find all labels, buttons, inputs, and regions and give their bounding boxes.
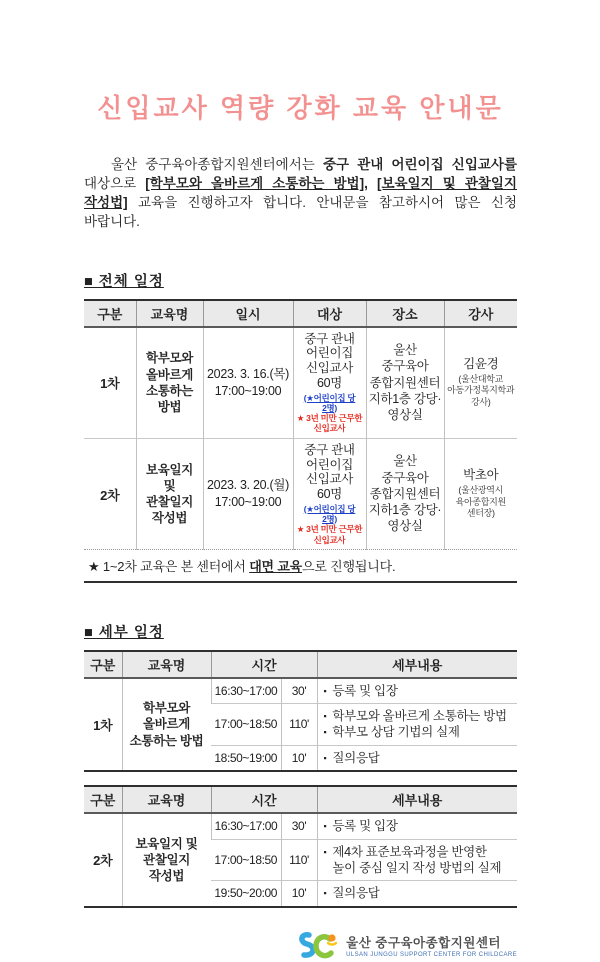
col-header-course: 교육명 [136,300,203,327]
time-range: 17:00~18:50 [211,704,281,746]
item-text: 등록 및 입장 [332,683,398,698]
item-text: 학부모 상담 기법의 실제 [332,725,460,740]
logo-dot [329,934,336,941]
time-range: 19:50~20:00 [211,881,281,907]
col-header-place: 장소 [366,300,444,327]
list-item [324,885,512,901]
intro-comma: , [364,176,377,192]
lecturer-affiliation: (울산광역시 육아종합지원 센터장) [455,484,506,519]
table-row-session1 [84,327,517,439]
detail-content [317,813,517,839]
table-header-row [84,786,517,813]
time-range: 16:30~17:00 [211,813,281,839]
course-datetime [203,327,293,439]
bullet-icon: ▪ [323,685,327,696]
course-date: 2023. 3. 16.(목) [207,366,289,381]
col-header-time: 시간 [211,786,317,813]
intro-paragraph [84,155,517,232]
item-text: 질의응답 [332,886,380,901]
intro-text: 대상으로 [84,176,146,192]
footer-org-korean: 울산 중구육아종합지원센터 [346,936,501,951]
intro-course1: [학부모와 올바르게 소통하는 방법] [145,176,365,192]
section-heading-detail: ■ 세부 일정 [84,624,164,641]
overall-schedule-table [84,299,517,583]
item-text: 학부모와 올바르게 소통하는 방법 [332,709,507,724]
detail-content [317,678,517,704]
item-text: 질의응답 [332,750,380,765]
course-time: 17:00~19:00 [214,383,282,398]
bullet-icon: ▪ [323,821,327,832]
col-header-gubun: 구분 [84,651,122,678]
detail-schedule-table-1 [84,650,517,773]
logo-c-shape [316,936,331,955]
course-datetime [203,438,293,549]
col-header-lecturer: 강사 [444,300,517,327]
note-text: 으로 진행됩니다. [302,558,396,574]
target-main: 중구 관내 어린이집 신입교사 60명 [304,442,355,502]
course-lecturer [444,438,517,549]
course-place: 울산 중구육아 종합지원센터 지하1층 강당·영상실 [366,438,444,549]
col-header-gubun: 구분 [84,786,122,813]
detail-row [84,678,517,704]
col-header-course: 교육명 [122,786,211,813]
col-header-time: 시간 [211,651,317,678]
table-note [84,550,517,582]
duration: 30' [281,813,317,839]
col-header-content: 세부내용 [317,786,517,813]
bullet-icon: ▪ [323,888,327,899]
intro-text: 교육을 진행하고자 합니다. 안내문을 참고하시어 많은 신청 바랍니다. [84,195,517,230]
col-header-gubun: 구분 [84,300,136,327]
duration: 110' [281,839,317,881]
course-lecturer [444,327,517,439]
course-date: 2023. 3. 20.(월) [207,478,289,493]
bullet-icon: ▪ [323,727,327,738]
lecturer-name: 김윤경 [463,356,499,371]
duration: 30' [281,678,317,704]
col-header-content: 세부내용 [317,651,517,678]
session-number: 1차 [93,717,113,733]
target-note-blue: (★어린이집 당 2명) [303,392,356,413]
detail-content [317,704,517,746]
duration: 10' [281,745,317,771]
note-emphasis: 대면 교육 [249,558,303,574]
course-name: 보육일지 및 관찰일지 작성법 [136,438,203,549]
course-name: 보육일지 및 관찰일지 작성법 [122,813,211,907]
session-number: 1차 [100,376,120,392]
footer [84,930,517,962]
note-text: ★ 1~2차 교육은 본 센터에서 [88,558,250,574]
target-note-red: ★ 3년 미만 근무한 신입교사 [296,412,363,434]
time-range: 18:50~19:00 [211,745,281,771]
col-header-target: 대상 [293,300,366,327]
duration: 10' [281,881,317,907]
course-target [293,327,366,439]
detail-content [317,745,517,771]
bullet-icon: ▪ [323,752,327,763]
lecturer-affiliation: (울산대학교 아동가정복지학과 강사) [447,373,515,407]
table-note-row [84,550,517,582]
duration: 110' [281,704,317,746]
item-text: 제4차 표준보육과정을 반영한 놀이 중심 일지 작성 방법의 실제 [332,844,502,875]
target-main: 중구 관내 어린이집 신입교사 60명 [304,331,355,390]
course-target [293,438,366,549]
table-header-row [84,300,517,327]
time-range: 17:00~18:50 [211,839,281,881]
list-item [324,750,512,766]
detail-content [317,839,517,881]
sc-childcare-logo [297,930,339,962]
course-place: 울산 중구육아 종합지원센터 지하1층 강당·영상실 [366,327,444,439]
target-note-blue: (★어린이집 당 2명) [303,503,356,524]
bullet-icon: ▪ [323,846,327,857]
col-header-course: 교육명 [122,651,211,678]
section-heading-overall: ■ 전체 일정 [84,273,164,290]
target-note-red: ★ 3년 미만 근무한 신입교사 [296,523,363,545]
footer-org-text [346,933,517,958]
col-header-datetime: 일시 [203,300,293,327]
lecturer-name: 박초아 [463,468,499,483]
intro-text: 울산 중구육아종합지원센터에서는 [111,157,323,172]
item-text: 등록 및 입장 [332,819,398,834]
detail-content [317,881,517,907]
logo-s-shape [302,934,313,954]
intro-bold-target: 중구 관내 어린이집 신입교사를 [322,157,517,172]
time-range: 16:30~17:00 [211,678,281,704]
logo-accent [328,943,336,945]
detail-row [84,813,517,839]
course-name: 학부모와 올바르게 소통하는 방법 [122,678,211,772]
list-item [324,708,512,724]
session-number: 2차 [93,853,113,869]
list-item [324,683,512,699]
page-title: 신입교사 역량 강화 교육 안내문 [97,93,504,123]
course-time: 17:00~19:00 [214,495,282,510]
course-name: 학부모와 올바르게 소통하는 방법 [136,327,203,439]
list-item [324,724,512,740]
list-item [324,818,512,834]
table-row-session2 [84,438,517,549]
session-number: 2차 [84,438,136,549]
table-header-row [84,651,517,678]
footer-org-english: ULSAN JUNGGU SUPPORT CENTER FOR CHILDCARE [346,952,517,959]
intro-course2: [보육일지 및 관찰일지 작성법] [84,176,517,211]
bullet-icon: ▪ [323,711,327,722]
detail-schedule-table-2 [84,785,517,908]
